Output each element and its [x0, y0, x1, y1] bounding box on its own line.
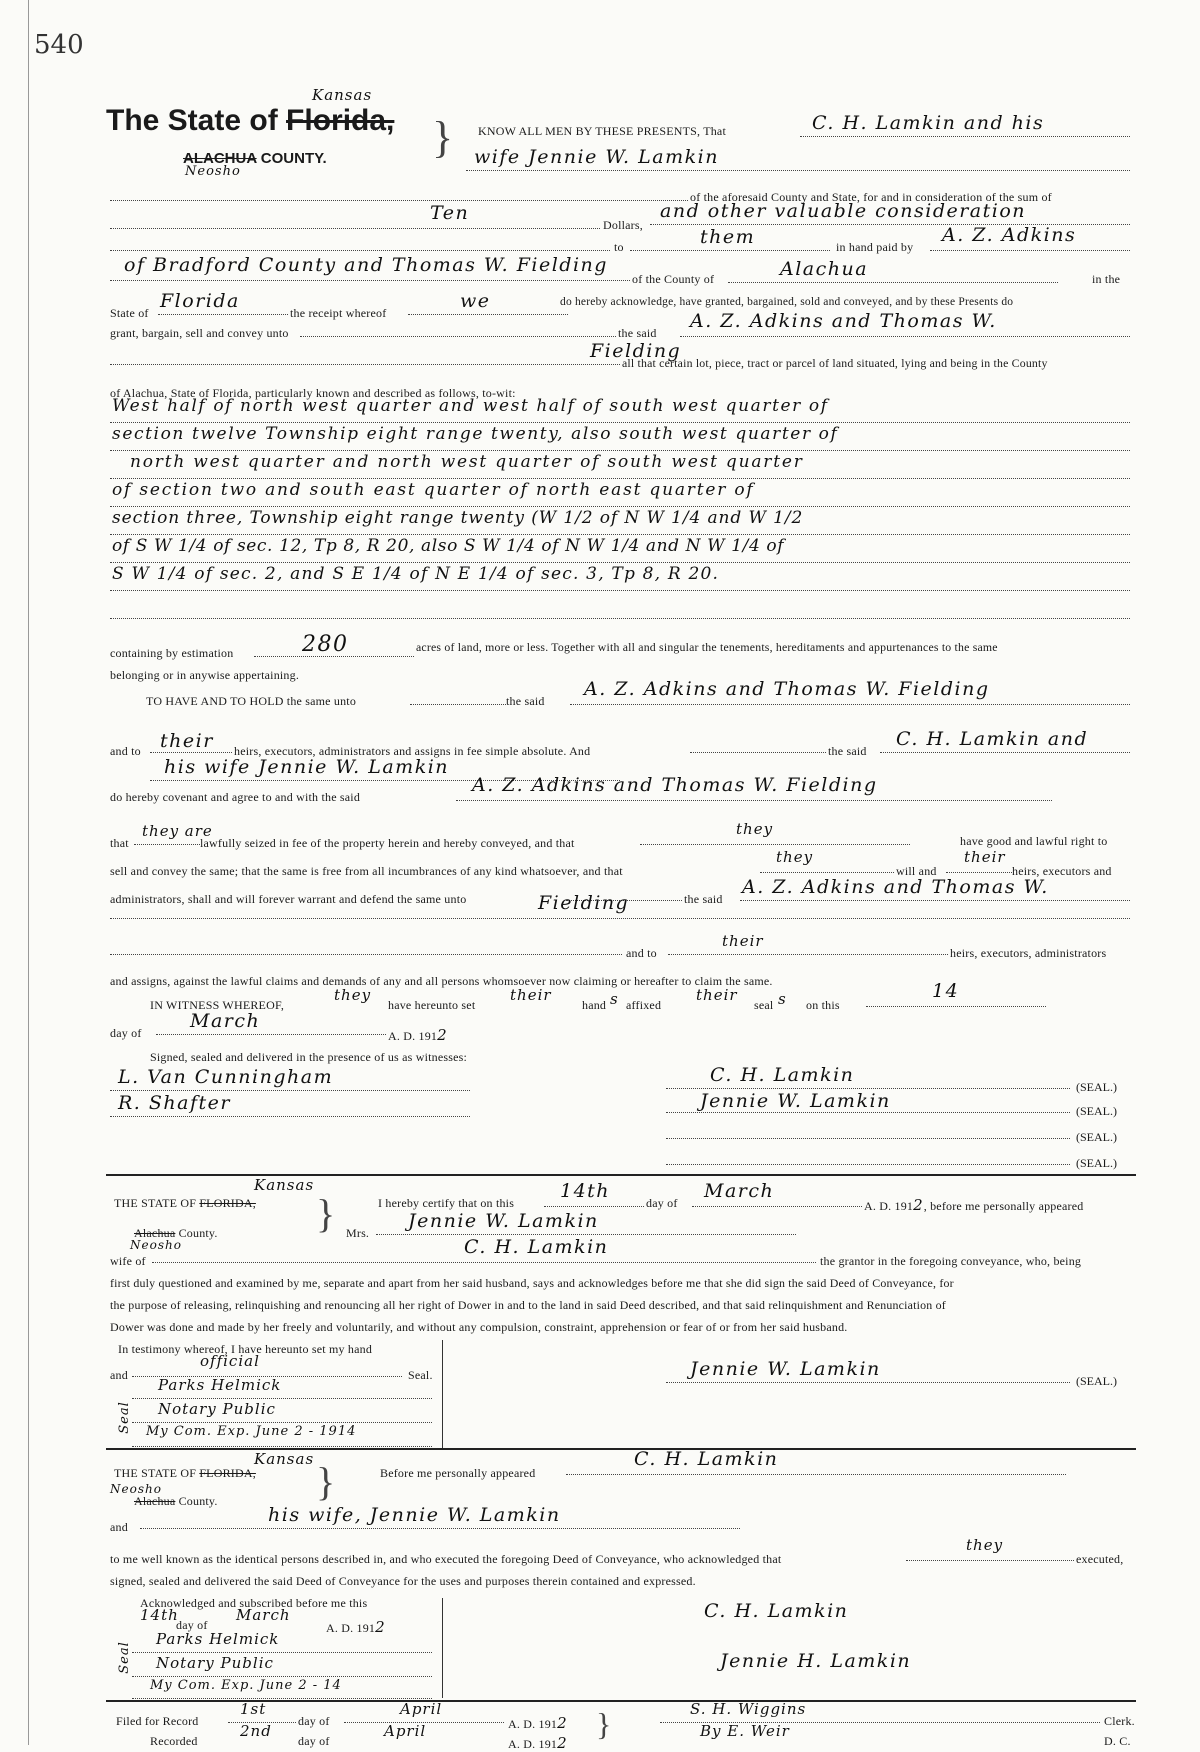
belonging-text: belonging or in anywise appertaining. [110, 668, 300, 682]
ack1-state-label: THE STATE OF [114, 1196, 197, 1210]
rec-month: April [384, 1722, 427, 1740]
witness-year-digit: 2 [437, 1026, 448, 1044]
witness-ad-text: A. D. 191 [388, 1029, 438, 1043]
ack2-day-of: day of [176, 1618, 208, 1632]
ack1-body-3: Dower was done and made by her freely and voluntarily, and without any compulsion, constraint, apprehension or fear of or from her said husband. [110, 1320, 848, 1334]
state-of-label: State of [110, 306, 149, 320]
they-written-2: they [776, 848, 814, 866]
habendum-grantees-2: A. Z. Adkins and Thomas W. Fielding [472, 774, 878, 796]
to-have-text: TO HAVE AND TO HOLD the same unto [146, 694, 357, 708]
ack1-seal-word: Seal. [408, 1368, 433, 1382]
ack1-grantor-text: the grantor in the foregoing conveyance, who, being [820, 1254, 1082, 1268]
page-left-edge [28, 0, 29, 1745]
seal-label-1: (SEAL.) [1076, 1080, 1117, 1094]
grantors-a: C. H. Lamkin and [896, 728, 1089, 750]
heirs-text: heirs, executors, administrators and assigns in fee simple absolute. And [234, 744, 591, 758]
county-label: COUNTY. [260, 150, 327, 167]
witness-month: March [190, 1010, 261, 1032]
their-written-1: their [160, 730, 214, 752]
witness-their-2: their [696, 986, 738, 1004]
grant-sell-text: grant, bargain, sell and convey unto [110, 326, 289, 340]
ack1-notary-1: Parks Helmick [158, 1376, 282, 1394]
their-written-3: their [722, 932, 764, 950]
ack2-brace: } [316, 1459, 336, 1504]
receipt-whereof: the receipt whereof [290, 306, 387, 320]
description-line-3: north west quarter and north west quarter of south west quarter [130, 452, 804, 472]
and-to-label: and to [110, 744, 141, 758]
ack2-body-1: to me well known as the identical persons described in, and who executed the foregoing Deed of Conveyance, who acknowledged that [110, 1552, 782, 1566]
ack1-husband: C. H. Lamkin [464, 1236, 609, 1258]
ack1-county-label: County. [178, 1226, 218, 1240]
ack2-notary-1: Parks Helmick [156, 1630, 280, 1648]
ack1-before-me: , before me personally appeared [923, 1199, 1084, 1213]
ack2-state-of [114, 1466, 256, 1481]
their-written-2: their [964, 848, 1006, 866]
ack2-sig-2: Jennie H. Lamkin [720, 1650, 912, 1672]
ack1-day: 14th [560, 1180, 611, 1202]
filed-day: 1st [240, 1700, 267, 1718]
they-are-written: they are [142, 822, 213, 840]
ack1-notary-3: My Com. Exp. June 2 - 1914 [146, 1424, 357, 1439]
ack2-state-written: Kansas [254, 1450, 315, 1468]
hand-label: hand [582, 998, 607, 1012]
ack1-official: official [200, 1352, 260, 1370]
seal-word: seal [754, 998, 774, 1012]
containing-label: containing by estimation [110, 646, 234, 660]
ack2-executed: executed, [1076, 1552, 1124, 1566]
heirs-exec-2-text: heirs, executors, administrators [950, 946, 1107, 960]
ack2-acknowledged: Acknowledged and subscribed before me this [140, 1596, 368, 1610]
ack1-notary-bracket [436, 1340, 443, 1448]
acres-written: 280 [302, 632, 349, 657]
ack1-month: March [704, 1180, 775, 1202]
ack1-and: and [110, 1368, 128, 1382]
ack2-notary-3: My Com. Exp. June 2 - 14 [150, 1678, 342, 1693]
heirs-exec-text: heirs, executors and [1012, 864, 1112, 878]
ack1-brace: } [316, 1191, 336, 1236]
state-title-prefix: The State of [106, 104, 278, 137]
ack1-notary-2: Notary Public [158, 1400, 276, 1418]
of-alachua-text: of Alachua, State of Florida, particularly known and described as follows, to-wit: [110, 386, 516, 400]
rec-day: 2nd [240, 1722, 272, 1740]
county-written: Neosho [185, 164, 241, 179]
ack1-county-struck: Alachua [134, 1226, 176, 1240]
ack1-day-of: day of [646, 1196, 678, 1210]
description-line-6: of S W 1/4 of sec. 12, Tp 8, R 20, also S W 1/4 of N W 1/4 and N W 1/4 of [112, 536, 785, 556]
ack2-body-2: signed, sealed and delivered the said Deed of Conveyance for the uses and purposes therein contained and expressed. [110, 1574, 696, 1588]
and-to-2-label: and to [626, 946, 657, 960]
ack1-body-2: the purpose of releasing, relinquishing and renouncing all her right of Dower in and to the land in said Deed described, and that said relinquishment and Renunciation of [110, 1298, 946, 1312]
sell-convey-text: sell and convey the same; that the same is free from all incumbrances of any kind whatsoever, and that [110, 864, 623, 878]
ack1-ad [864, 1196, 1083, 1214]
filed-ad-text: A. D. 191 [508, 1717, 558, 1731]
ack2-county [134, 1494, 218, 1509]
ack2-ad-text: A. D. 191 [326, 1621, 376, 1635]
filed-ad [508, 1714, 568, 1732]
we-written: we [460, 290, 491, 312]
have-hereunto-label: have hereunto set [388, 998, 476, 1012]
day-of-label: day of [110, 1026, 142, 1040]
ack2-year-digit: 2 [375, 1618, 386, 1636]
ack1-seal-label: (SEAL.) [1076, 1374, 1117, 1388]
habendum-the-said-2: the said [828, 744, 867, 758]
aforesaid-text: of the aforesaid County and State, for and in consideration of the sum of [690, 190, 1052, 204]
witness-1: L. Van Cunningham [118, 1066, 334, 1088]
ack1-year-digit: 2 [913, 1196, 924, 1214]
ack1-state-of [114, 1196, 256, 1211]
ack2-state-struck: FLORIDA, [199, 1466, 256, 1480]
grantors-line-2: wife Jennie W. Lamkin [474, 146, 719, 168]
assigns-text: and assigns, against the lawful claims and demands of any and all persons whomsoever now claiming or hereafter to claim the same. [110, 974, 773, 988]
administrators-text: administrators, shall and will forever warrant and defend the same unto [110, 892, 467, 906]
description-line-7: S W 1/4 of sec. 2, and S E 1/4 of N E 1/4 of sec. 3, Tp 8, R 20. [112, 564, 720, 584]
in-witness-label: IN WITNESS WHEREOF, [150, 998, 285, 1012]
ack1-mrs: Mrs. [346, 1226, 370, 1240]
ack1-wife-of: wife of [110, 1254, 146, 1268]
sum-written: Ten [430, 202, 470, 224]
page-number: 540 [34, 30, 84, 60]
ack2-ad [326, 1618, 386, 1636]
the-said-label: the said [618, 326, 657, 340]
clerk-label: Clerk. [1104, 1714, 1135, 1728]
witness-2: R. Shafter [118, 1092, 231, 1114]
description-line-1: West half of north west quarter and west half of south west quarter of [112, 396, 829, 416]
good-right-text: have good and lawful right to [960, 834, 1108, 848]
of-county-label: of the County of [632, 272, 715, 286]
dc-name: By E. Weir [700, 1722, 790, 1740]
state-written: Kansas [312, 86, 373, 104]
to-label: to [614, 240, 624, 254]
seal-label-3: (SEAL.) [1076, 1130, 1117, 1144]
witness-day: 14 [932, 980, 960, 1002]
to-whom: them [700, 226, 756, 248]
county-name: Alachua [780, 258, 869, 280]
witness-their-1: their [510, 986, 552, 1004]
grantee-1: A. Z. Adkins [942, 224, 1077, 246]
filing-brace: } [596, 1706, 612, 1742]
affixed-label: affixed [626, 998, 662, 1012]
state-name: Florida [160, 290, 240, 312]
signer-1: C. H. Lamkin [710, 1064, 855, 1086]
ack1-certify: I hereby certify that on this [378, 1196, 515, 1210]
grantees-a: A. Z. Adkins and Thomas W. [690, 310, 997, 332]
rec-day-of: day of [298, 1734, 330, 1748]
dollars-label: Dollars, [603, 218, 643, 232]
clerk-name: S. H. Wiggins [690, 1700, 807, 1718]
rec-year-digit: 2 [557, 1734, 568, 1752]
state-title [106, 104, 394, 138]
all-that-text: all that certain lot, piece, tract or parcel of land situated, lying and being in the County [622, 356, 1048, 370]
habendum-grantees: A. Z. Adkins and Thomas W. Fielding [584, 678, 990, 700]
description-line-2: section twelve Township eight range twenty, also south west quarter of [112, 424, 839, 444]
recorded-label: Recorded [150, 1734, 198, 1748]
acres-text: acres of land, more or less. Together with all and singular the tenements, hereditaments and appurtenances to the same [416, 640, 998, 654]
seal-label-4: (SEAL.) [1076, 1156, 1117, 1170]
signed-text: Signed, sealed and delivered in the presence of us as witnesses: [150, 1050, 468, 1064]
description-line-5: section three, Township eight range twenty (W 1/2 of N W 1/4 and W 1/2 [112, 508, 804, 528]
ack2-sig-1: C. H. Lamkin [704, 1600, 849, 1622]
ack1-seal-stamp: Seal [116, 1401, 132, 1434]
ack2-day: 14th [140, 1606, 179, 1624]
ack1-signer: Jennie W. Lamkin [690, 1358, 881, 1380]
ack2-name-1: C. H. Lamkin [634, 1448, 779, 1470]
ack2-name-2: his wife, Jennie W. Lamkin [268, 1504, 561, 1526]
state-title-struck: Florida, [286, 104, 395, 137]
ack2-county-label: County. [178, 1494, 218, 1508]
description-line-4: of section two and south east quarter of north east quarter of [112, 480, 755, 500]
filed-label: Filed for Record [116, 1714, 199, 1728]
header-brace: } [432, 113, 454, 162]
rec-ad-text: A. D. 191 [508, 1737, 558, 1751]
grantors-line-1: C. H. Lamkin and his [812, 112, 1045, 134]
lawfully-text: lawfully seized in fee of the property herein and hereby conveyed, and that [200, 836, 575, 850]
grantee-2: of Bradford County and Thomas W. Fielding [124, 254, 608, 276]
witness-ad [388, 1026, 448, 1044]
seal-s: s [778, 990, 787, 1008]
will-and-text: will and [896, 864, 937, 878]
ack2-before-me: Before me personally appeared [380, 1466, 536, 1480]
habendum-the-said: the said [506, 694, 545, 708]
signer-2: Jennie W. Lamkin [700, 1090, 891, 1112]
other-consideration: and other valuable consideration [660, 200, 1027, 222]
ack1-mrs-name: Jennie W. Lamkin [408, 1210, 599, 1232]
acknowledge-text: do hereby acknowledge, have granted, bargained, sold and conveyed, and by these Presents do [560, 296, 1014, 308]
ack2-notary-2: Notary Public [156, 1654, 274, 1672]
rec-ad [508, 1734, 568, 1752]
that-label: that [110, 836, 129, 850]
ack1-ad-text: A. D. 191 [864, 1199, 914, 1213]
ack2-they: they [966, 1536, 1004, 1554]
hand-s: s [610, 990, 619, 1008]
dc-label: D. C. [1104, 1734, 1131, 1748]
ack1-body-1: first duly questioned and examined by me, separate and apart from her said husband, says and acknowledges before me that she did sign the said Deed of Conveyance, for [110, 1276, 954, 1290]
ack2-month: March [236, 1606, 291, 1624]
grantees-b: Fielding [590, 340, 682, 362]
filed-year-digit: 2 [557, 1714, 568, 1732]
ack1-state-struck: FLORIDA, [199, 1196, 256, 1210]
habendum-the-said-3: the said [684, 892, 723, 906]
county-struck: ALACHUA [183, 150, 257, 167]
know-all-text: KNOW ALL MEN BY THESE PRESENTS, That [478, 124, 726, 138]
ack2-county-written: Neosho [110, 1482, 162, 1496]
filed-month: April [400, 1700, 443, 1718]
in-the-label: in the [1092, 272, 1121, 286]
filed-day-of: day of [298, 1714, 330, 1728]
grantees-3a: A. Z. Adkins and Thomas W. [742, 876, 1049, 898]
witness-they: they [334, 986, 372, 1004]
on-this-label: on this [806, 998, 840, 1012]
ack2-state-label: THE STATE OF [114, 1466, 197, 1480]
ack2-notary-bracket [436, 1598, 443, 1698]
ack1-county-written: Neosho [130, 1238, 182, 1252]
ack2-seal-stamp: Seal [116, 1641, 132, 1674]
grantors-b: his wife Jennie W. Lamkin [164, 756, 450, 778]
covenant-text: do hereby covenant and agree to and with the said [110, 790, 361, 804]
grantees-3b: Fielding [538, 892, 630, 914]
ack1-state-written: Kansas [254, 1176, 315, 1194]
seal-label-2: (SEAL.) [1076, 1104, 1117, 1118]
ack2-county-struck: Alachua [134, 1494, 176, 1508]
ack1-testimony: In testimony whereof, I have hereunto set my hand [118, 1342, 373, 1356]
ack2-and: and [110, 1520, 128, 1534]
paid-by-label: in hand paid by [836, 240, 914, 254]
they-written-1: they [736, 820, 774, 838]
